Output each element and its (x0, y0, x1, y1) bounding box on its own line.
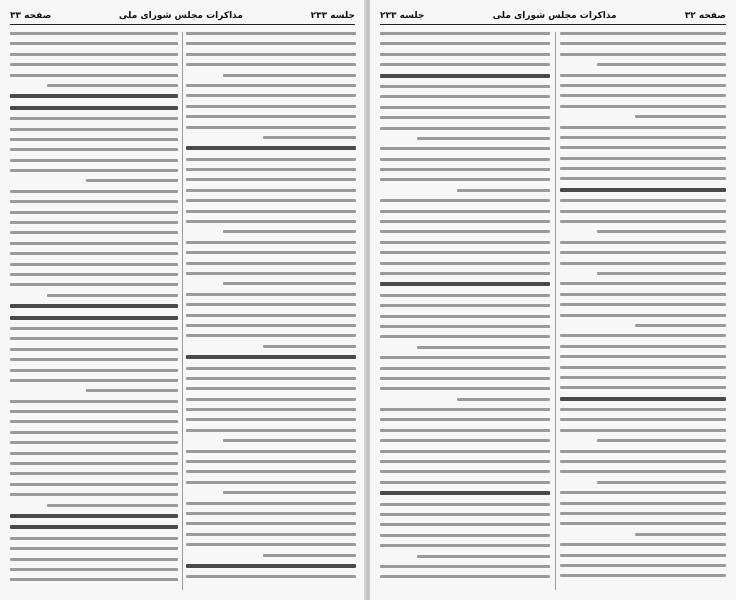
text-line (380, 262, 550, 265)
text-line (186, 460, 356, 463)
text-line (560, 126, 726, 129)
text-line (560, 293, 726, 296)
left-page-header (10, 8, 355, 25)
text-line (10, 32, 178, 35)
text-line (10, 211, 178, 214)
text-line (560, 429, 726, 432)
text-line (10, 379, 178, 382)
text-line (560, 136, 726, 139)
text-line (186, 429, 356, 432)
text-line (380, 178, 550, 181)
text-line (635, 115, 726, 118)
text-line (186, 502, 356, 505)
text-line (380, 513, 550, 516)
text-line (380, 503, 550, 506)
text-line (380, 315, 550, 318)
text-line (560, 241, 726, 244)
text-line (47, 294, 178, 297)
text-line (380, 429, 550, 432)
text-line (560, 522, 726, 525)
text-line (186, 387, 356, 390)
text-line (380, 565, 550, 568)
text-line (560, 564, 726, 567)
text-line (417, 555, 550, 558)
text-line (10, 578, 178, 581)
text-line (10, 462, 178, 465)
text-line (380, 74, 550, 78)
text-line (380, 168, 550, 171)
text-line (560, 177, 726, 180)
text-line (380, 85, 550, 88)
text-line (10, 514, 178, 518)
text-line (380, 387, 550, 390)
text-line (186, 262, 356, 265)
text-line (560, 303, 726, 306)
left-column-right (186, 32, 356, 590)
text-line (380, 294, 550, 297)
text-line (560, 42, 726, 45)
text-line (380, 460, 550, 463)
text-line (10, 568, 178, 571)
text-line (560, 554, 726, 557)
text-line (560, 314, 726, 317)
text-line (457, 189, 551, 192)
text-line (186, 168, 356, 171)
text-line (186, 533, 356, 536)
text-line (10, 431, 178, 434)
text-line (186, 220, 356, 223)
text-line (560, 188, 726, 192)
text-line (560, 74, 726, 77)
text-line (380, 241, 550, 244)
text-line (597, 439, 726, 442)
text-line (380, 95, 550, 98)
text-line (560, 105, 726, 108)
text-line (263, 345, 357, 348)
text-line (10, 273, 178, 276)
text-line (10, 200, 178, 203)
text-line (10, 74, 178, 77)
text-line (10, 369, 178, 372)
right-page-number: صفحه ۳۲ (684, 11, 726, 21)
text-line (560, 220, 726, 223)
text-line (186, 105, 356, 108)
text-line (597, 481, 726, 484)
text-line (10, 400, 178, 403)
text-line (47, 84, 178, 87)
text-line (10, 63, 178, 66)
text-line (10, 558, 178, 561)
text-line (10, 231, 178, 234)
text-line (186, 115, 356, 118)
text-line (186, 512, 356, 515)
text-line (186, 575, 356, 578)
text-line (223, 439, 356, 442)
text-line (380, 147, 550, 150)
text-line (560, 94, 726, 97)
text-line (380, 439, 550, 442)
text-line (597, 63, 726, 66)
text-line (560, 418, 726, 421)
text-line (597, 230, 726, 233)
text-line (186, 522, 356, 525)
text-line (186, 84, 356, 87)
text-line (186, 398, 356, 401)
text-line (186, 293, 356, 296)
text-line (186, 324, 356, 327)
text-line (47, 504, 178, 507)
text-line (10, 106, 178, 110)
text-line (10, 263, 178, 266)
text-line (560, 408, 726, 411)
text-line (560, 470, 726, 473)
text-line (10, 547, 178, 550)
text-line (10, 42, 178, 45)
text-line (86, 389, 178, 392)
right-page (370, 0, 736, 600)
text-line (186, 199, 356, 202)
text-line (263, 554, 357, 557)
text-line (380, 199, 550, 202)
left-column-left (10, 32, 178, 590)
text-line (380, 282, 550, 286)
text-line (186, 241, 356, 244)
text-line (560, 574, 726, 577)
text-line (380, 356, 550, 359)
text-line (560, 32, 726, 35)
text-line (597, 272, 726, 275)
text-line (10, 493, 178, 496)
text-line (560, 502, 726, 505)
text-line (380, 220, 550, 223)
text-line (380, 116, 550, 119)
text-line (560, 491, 726, 494)
text-line (186, 189, 356, 192)
text-line (223, 491, 356, 494)
text-line (560, 282, 726, 285)
text-line (635, 533, 726, 536)
text-line (10, 358, 178, 361)
text-line (10, 138, 178, 141)
left-running-title: مذاکرات مجلس شورای ملی (118, 11, 243, 21)
text-line (186, 146, 356, 150)
text-line (380, 418, 550, 421)
text-line (10, 525, 178, 529)
text-line (560, 146, 726, 149)
text-line (560, 84, 726, 87)
text-line (560, 334, 726, 337)
text-line (186, 418, 356, 421)
text-line (560, 386, 726, 389)
left-page-number: صفحه ۳۳ (10, 11, 52, 21)
left-session-label: جلسه ۲۳۳ (310, 11, 355, 21)
text-line (10, 483, 178, 486)
text-line (380, 491, 550, 495)
text-line (223, 230, 356, 233)
text-line (10, 128, 178, 131)
text-line (380, 523, 550, 526)
text-line (263, 136, 357, 139)
text-line (186, 210, 356, 213)
text-line (10, 348, 178, 351)
text-line (10, 304, 178, 308)
text-line (10, 242, 178, 245)
text-line (186, 481, 356, 484)
text-line (223, 74, 356, 77)
text-line (10, 337, 178, 340)
text-line (186, 377, 356, 380)
text-line (10, 327, 178, 330)
text-line (186, 178, 356, 181)
right-column-right (560, 32, 726, 590)
text-line (417, 346, 550, 349)
text-line (560, 53, 726, 56)
text-line (186, 355, 356, 359)
text-line (457, 398, 551, 401)
text-line (380, 304, 550, 307)
text-line (380, 544, 550, 547)
text-line (560, 543, 726, 546)
text-line (86, 179, 178, 182)
text-line (380, 106, 550, 109)
text-line (560, 262, 726, 265)
right-page-header (380, 8, 726, 25)
text-line (186, 42, 356, 45)
text-line (560, 355, 726, 358)
text-line (560, 366, 726, 369)
text-line (380, 158, 550, 161)
text-line (186, 94, 356, 97)
text-line (10, 316, 178, 320)
text-line (380, 230, 550, 233)
text-line (10, 420, 178, 423)
left-page (0, 0, 365, 600)
text-line (186, 53, 356, 56)
right-running-title: مذاکرات مجلس شورای ملی (492, 11, 617, 21)
text-line (417, 137, 550, 140)
text-line (186, 63, 356, 66)
text-line (10, 159, 178, 162)
text-line (10, 452, 178, 455)
text-line (10, 472, 178, 475)
text-line (186, 272, 356, 275)
text-line (186, 367, 356, 370)
text-line (186, 314, 356, 317)
text-line (380, 481, 550, 484)
text-line (380, 367, 550, 370)
text-line (10, 94, 178, 98)
text-line (380, 450, 550, 453)
right-session-label: جلسه ۲۳۳ (380, 11, 425, 21)
text-line (560, 167, 726, 170)
right-column-left (380, 32, 550, 590)
text-line (380, 408, 550, 411)
text-line (560, 450, 726, 453)
text-line (186, 251, 356, 254)
text-line (10, 283, 178, 286)
text-line (560, 345, 726, 348)
text-line (10, 117, 178, 120)
text-line (10, 221, 178, 224)
text-line (186, 158, 356, 161)
text-line (186, 32, 356, 35)
left-column-divider (182, 32, 183, 590)
text-line (380, 575, 550, 578)
text-line (186, 470, 356, 473)
text-line (380, 251, 550, 254)
text-line (186, 303, 356, 306)
text-line (380, 42, 550, 45)
text-line (10, 410, 178, 413)
text-line (186, 543, 356, 546)
text-line (560, 512, 726, 515)
text-line (380, 377, 550, 380)
text-line (380, 127, 550, 130)
text-line (10, 252, 178, 255)
text-line (380, 63, 550, 66)
text-line (560, 210, 726, 213)
text-line (635, 324, 726, 327)
text-line (10, 190, 178, 193)
text-line (10, 537, 178, 540)
text-line (10, 441, 178, 444)
text-line (560, 157, 726, 160)
text-line (380, 534, 550, 537)
text-line (560, 251, 726, 254)
text-line (380, 32, 550, 35)
right-column-divider (555, 32, 556, 590)
text-line (10, 148, 178, 151)
text-line (223, 282, 356, 285)
text-line (380, 335, 550, 338)
text-line (186, 334, 356, 337)
text-line (186, 450, 356, 453)
text-line (380, 470, 550, 473)
text-line (186, 564, 356, 568)
text-line (560, 376, 726, 379)
text-line (560, 397, 726, 401)
text-line (380, 272, 550, 275)
text-line (10, 53, 178, 56)
text-line (560, 199, 726, 202)
text-line (560, 460, 726, 463)
text-line (10, 169, 178, 172)
text-line (380, 325, 550, 328)
text-line (380, 53, 550, 56)
text-line (380, 210, 550, 213)
text-line (186, 126, 356, 129)
text-line (186, 408, 356, 411)
